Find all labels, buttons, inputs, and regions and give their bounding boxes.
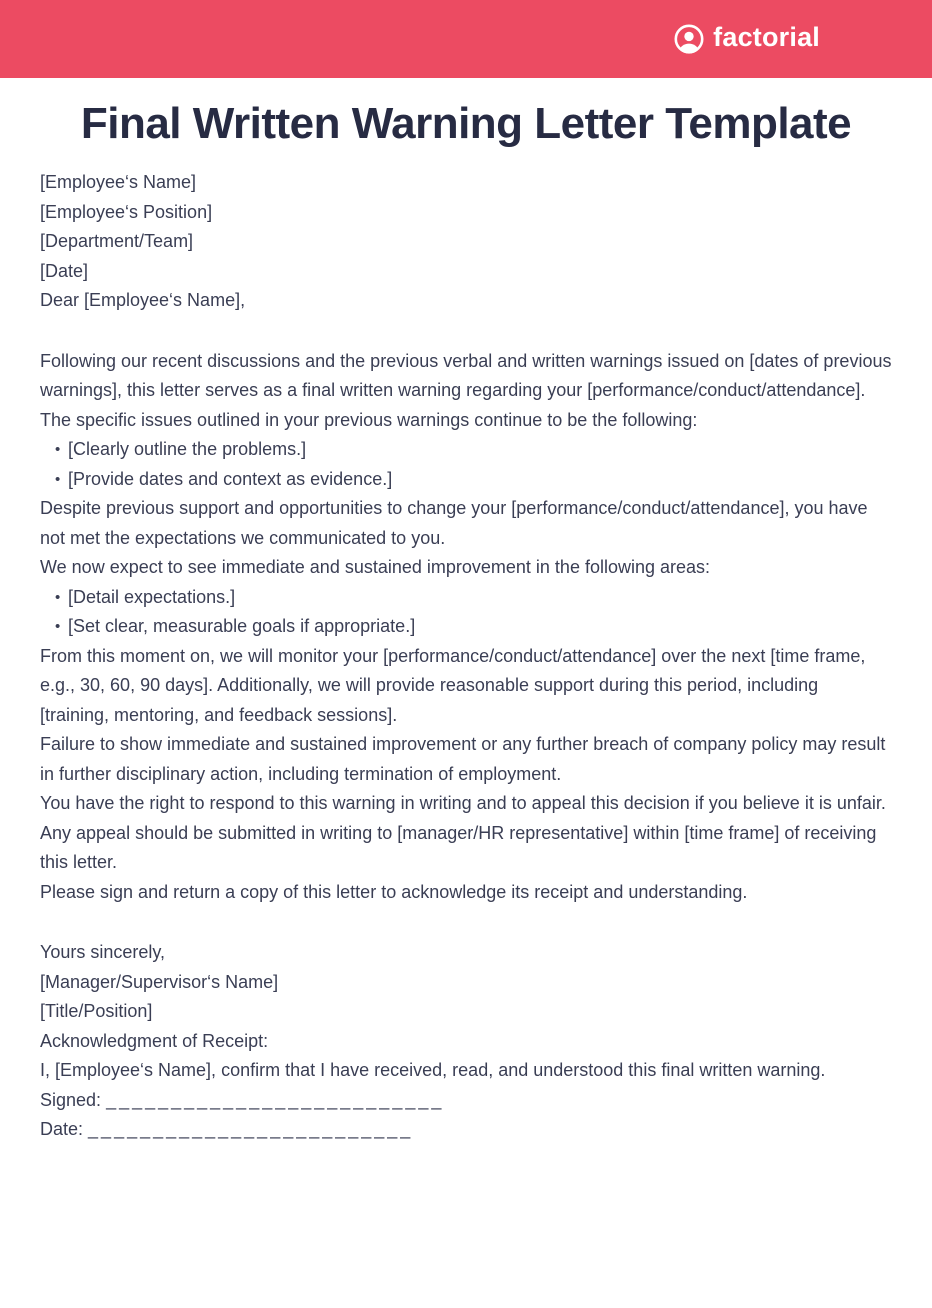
date-blank-line: _________________________ [88, 1119, 414, 1139]
expectations-bullet-list [40, 583, 892, 642]
closing-line: Acknowledgment of Receipt: [40, 1030, 269, 1051]
signed-blank-line: __________________________ [106, 1089, 445, 1110]
factorial-logo [674, 24, 820, 54]
address-block [40, 168, 892, 286]
letter-document [0, 99, 932, 1145]
signed-label: Signed: [40, 1089, 102, 1110]
paragraph-appeal: You have the right to respond to this warning in writing and to appeal this decision if you believe it is unfair. Any appeal should be submitted in writing to [manager/HR representative] within [time frame] of receiving this letter. [40, 793, 886, 872]
letter-body [0, 168, 932, 1145]
signed-row [40, 1086, 892, 1116]
list-item: • [Clearly outline the problems.] [40, 435, 892, 465]
date-row [40, 1115, 892, 1145]
address-line: [Department/Team] [40, 231, 194, 251]
address-line: [Employee‘s Name] [40, 172, 197, 192]
paragraph-despite: Despite previous support and opportunities to change your [performance/conduct/attendance], you have not met the expectations we communicated to you. [40, 498, 868, 548]
paragraph-expect-lead: We now expect to see immediate and sustained improvement in the following areas: [40, 557, 711, 577]
paragraph-monitor: From this moment on, we will monitor your [performance/conduct/attendance] over the next [time frame, e.g., 30, 60, 90 days]. Additionally, we will provide reasonable support during this period, including [training, mentoring, and feedback sessions]. [40, 645, 866, 725]
page-title: Final Written Warning Letter Template [80, 99, 852, 148]
list-item: • [Provide dates and context as evidence.] [40, 465, 892, 495]
letter-main-text [40, 347, 892, 878]
list-item: • [Detail expectations.] [40, 583, 892, 613]
paragraph-failure: Failure to show immediate and sustained improvement or any further breach of company policy may result in further disciplinary action, including termination of employment. [40, 734, 886, 784]
closing-line: [Manager/Supervisor‘s Name] [40, 971, 279, 992]
acknowledgment-statement: I, [Employee‘s Name], confirm that I have received, read, and understood this final written warning. [40, 1060, 826, 1080]
paragraph-intro: Following our recent discussions and the previous verbal and written warnings issued on [dates of previous warnings], this letter serves as a final written warning regarding your [performance/conduct/attendance]. [40, 350, 892, 400]
address-line: [Date] [40, 260, 89, 281]
person-in-circle-icon [674, 24, 704, 54]
paragraph-issues-lead: The specific issues outlined in your previous warnings continue to be the following: [40, 409, 698, 430]
issues-bullet-list [40, 435, 892, 494]
brand-name: factorial [713, 22, 820, 52]
salutation: Dear [Employee‘s Name], [40, 290, 246, 310]
closing-line: [Title/Position] [40, 1001, 153, 1021]
address-line: [Employee‘s Position] [40, 201, 213, 222]
paragraph-sign-request: Please sign and return a copy of this letter to acknowledge its receipt and understanding. [40, 881, 748, 902]
date-label: Date: [40, 1119, 84, 1139]
list-item: • [Set clear, measurable goals if appropriate.] [40, 612, 892, 642]
closing-line: Yours sincerely, [40, 942, 166, 962]
closing-block [40, 938, 892, 1145]
brand-header [0, 0, 932, 78]
